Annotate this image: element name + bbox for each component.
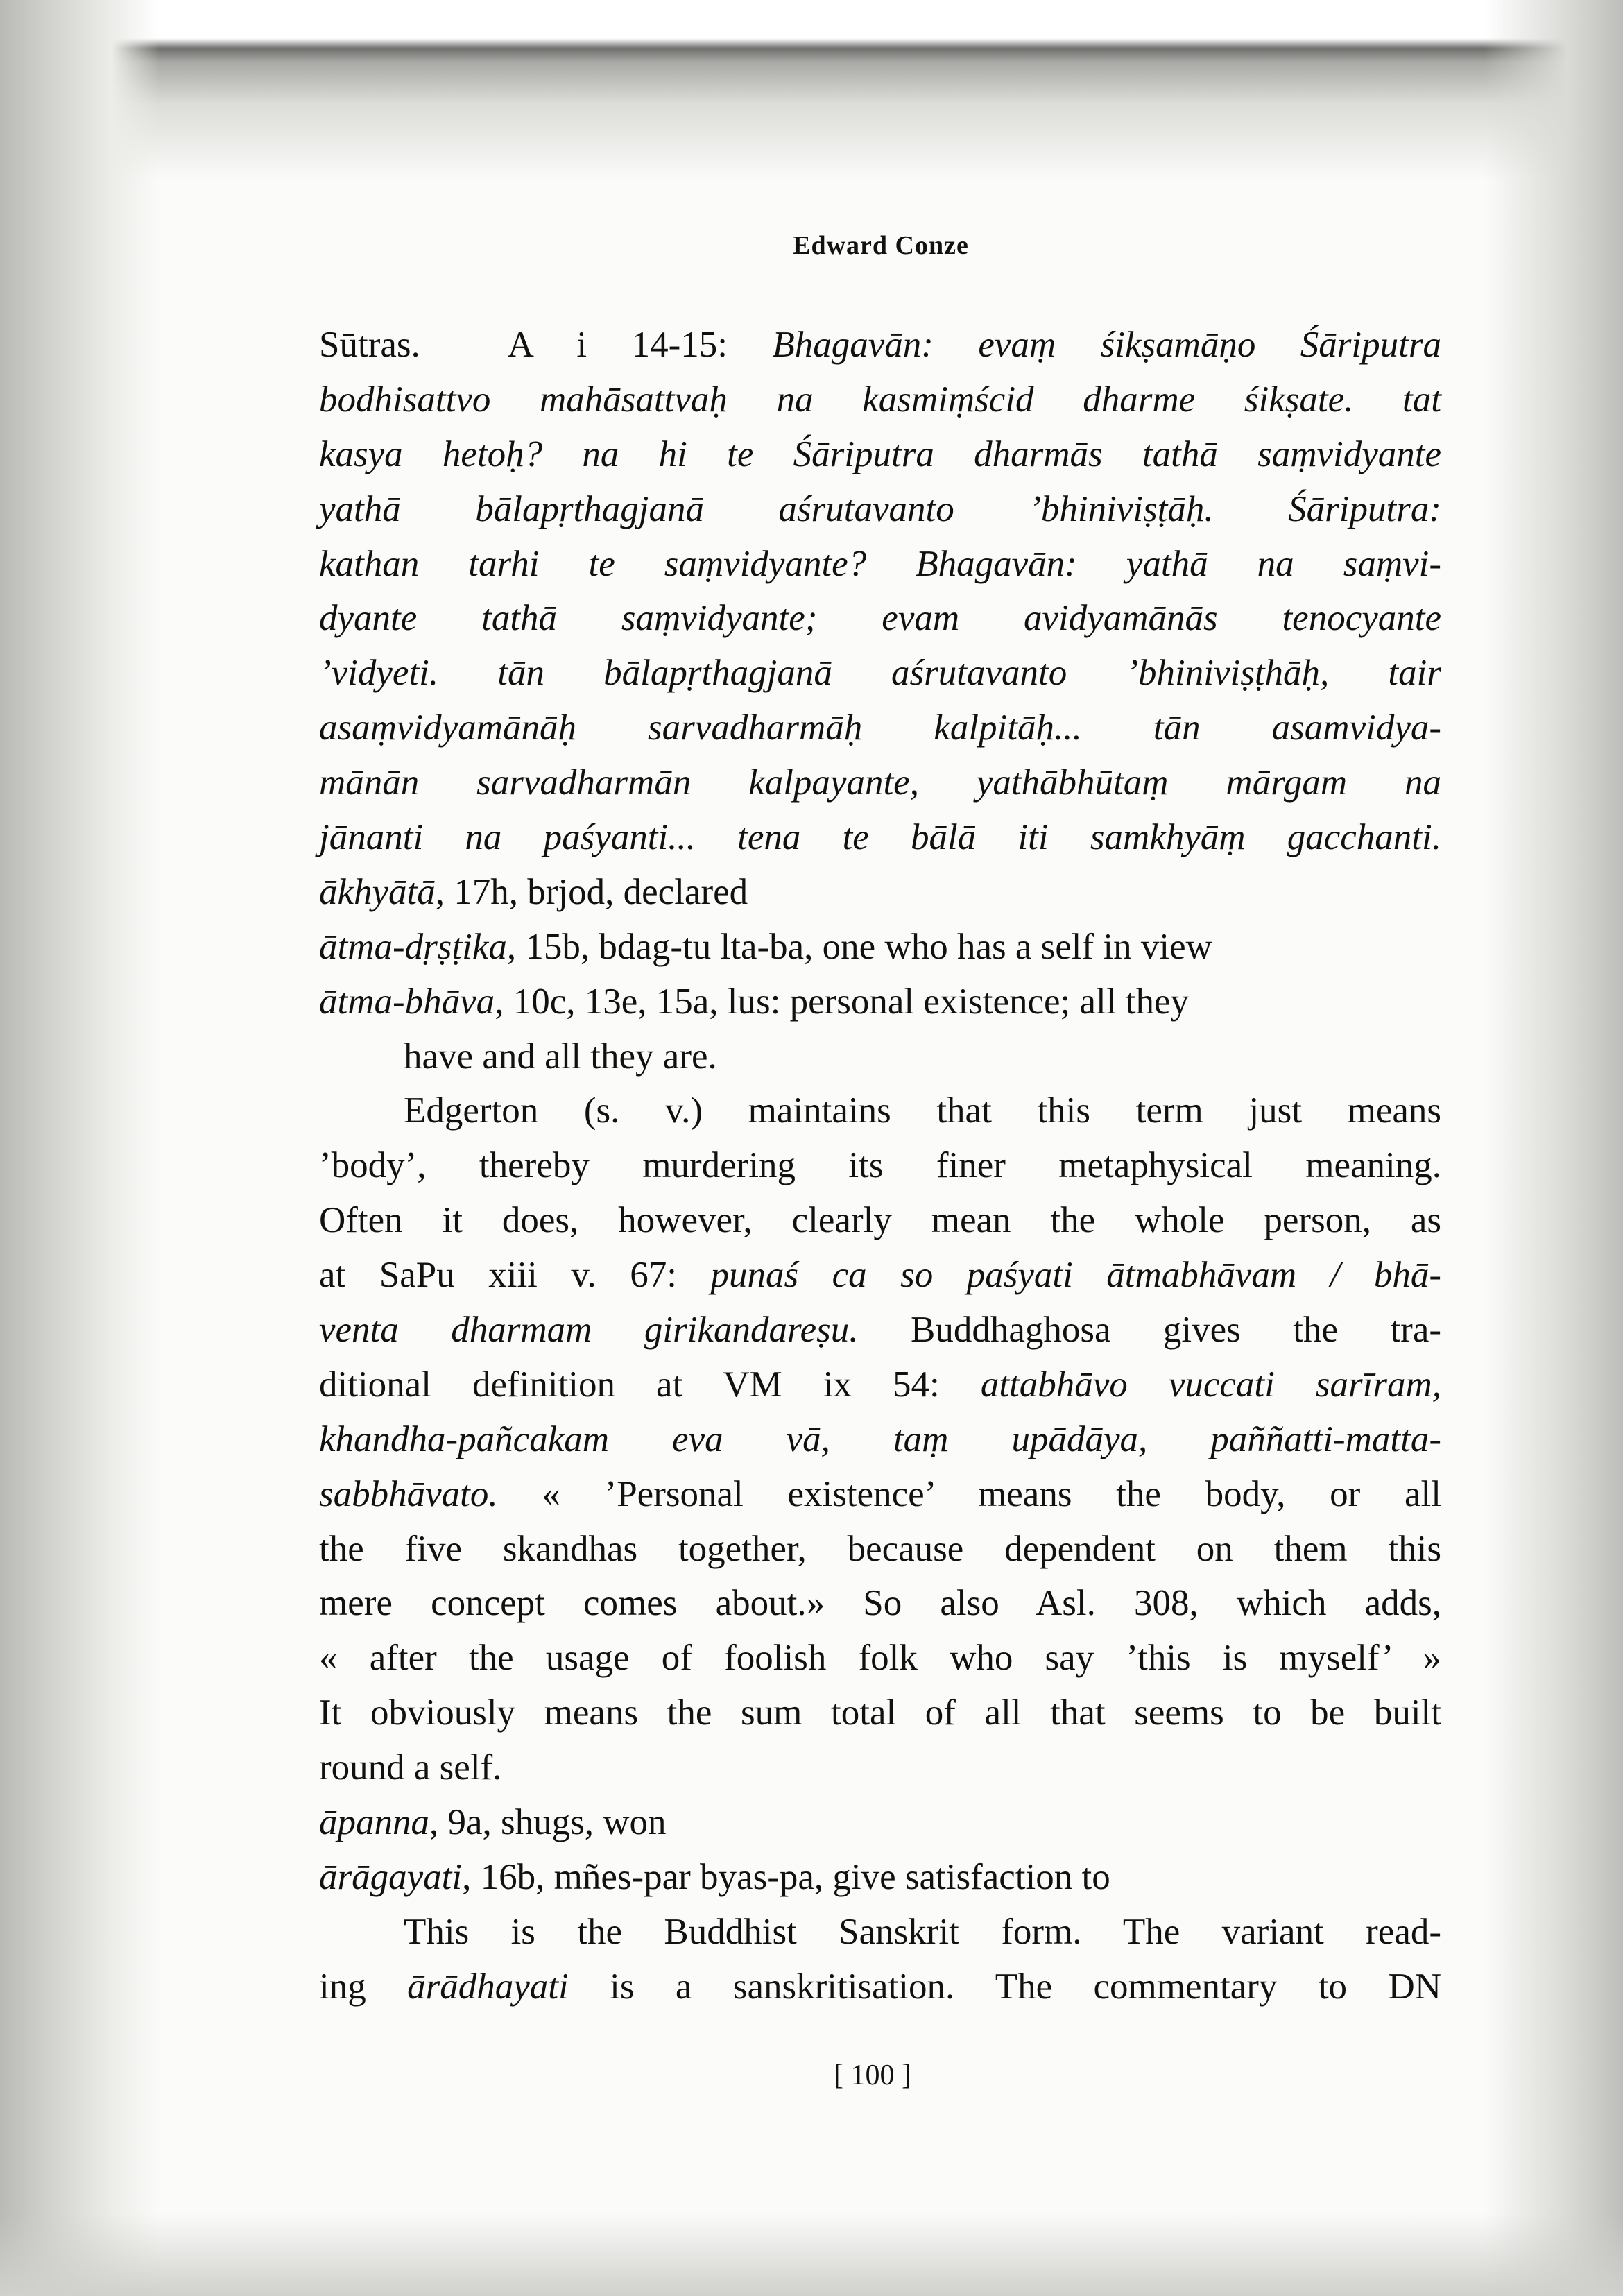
italic-text: ’vidyeti. tān bālapṛthagjanā aśrutavanto ’bhiniviṣṭhāḥ, tair — [319, 653, 1441, 694]
italic-text: ātma-bhāva — [319, 981, 495, 1022]
roman-text: , 10c, 13e, 15a, lus: personal existence; all they — [495, 981, 1190, 1022]
italic-text: dyante tathā saṃvidyante; evam avidyamānās tenocyante — [319, 598, 1441, 639]
italic-text: khandha-pañcakam eva vā, taṃ upādāya, paññatti-matta- — [319, 1419, 1441, 1459]
text-line — [319, 318, 1441, 372]
text-line — [319, 1083, 1441, 1138]
text-line — [319, 1850, 1441, 1905]
text-line — [319, 1412, 1441, 1467]
text-line — [319, 537, 1441, 592]
text-line — [319, 372, 1441, 427]
scan-shadow-left — [0, 0, 160, 2296]
roman-text: , 17h, brjod, declared — [435, 871, 748, 912]
scan-shadow-top — [0, 0, 1623, 180]
roman-text: mere concept comes about.» So also Asl. 308, which adds, — [319, 1583, 1441, 1624]
text-line — [319, 1686, 1441, 1740]
text-line — [319, 646, 1441, 701]
italic-text: jānanti na paśyanti... tena te bālā iti samkhyāṃ gacchanti. — [319, 817, 1441, 858]
roman-text: , 9a, shugs, won — [429, 1802, 667, 1843]
text-line — [319, 1248, 1441, 1303]
roman-text: Edgerton (s. v.) maintains that this term just means — [404, 1090, 1441, 1131]
running-head-author: Edward Conze — [793, 231, 969, 260]
text-line — [319, 1303, 1441, 1357]
roman-text: ditional definition at VM ix 54: — [319, 1364, 981, 1405]
italic-text: mānān sarvadharmān kalpayante, yathābhūtaṃ mārgam na — [319, 762, 1441, 803]
text-line — [319, 482, 1441, 537]
italic-text: asaṃvidyamānāḥ sarvadharmāḥ kalpitāḥ... tān asamvidya- — [319, 708, 1441, 748]
roman-text: is a sanskritisation. The commentary to DN — [568, 1966, 1442, 2007]
text-line — [319, 701, 1441, 755]
italic-text: bodhisattvo mahāsattvaḥ na kasmiṃścid dharme śikṣate. tat — [319, 379, 1441, 420]
italic-text: ātma-dṛṣṭika — [319, 926, 507, 967]
text-line — [319, 755, 1441, 810]
roman-text: This is the Buddhist Sanskrit form. The variant read- — [404, 1911, 1441, 1952]
text-line — [319, 1193, 1441, 1248]
text-line — [319, 1357, 1441, 1412]
text-line — [319, 920, 1441, 975]
roman-text: ’body’, thereby murdering its finer metaphysical meaning. — [319, 1145, 1441, 1186]
italic-text: Bhagavān: evaṃ śikṣamāṇo Śāriputra — [772, 325, 1441, 365]
scan-shadow-bottom — [0, 2213, 1623, 2296]
text-line — [319, 865, 1441, 920]
roman-text: « after the usage of foolish folk who say ’this is myself’ » — [319, 1638, 1441, 1679]
text-line — [319, 1960, 1441, 2014]
text-line — [319, 591, 1441, 646]
italic-text: kasya hetoḥ? na hi te Śāriputra dharmās tathā saṃvidyante — [319, 434, 1441, 474]
scan-shadow-right — [1484, 0, 1623, 2296]
page-number: [ 100 ] — [834, 2059, 911, 2091]
roman-text: round a self. — [319, 1747, 502, 1788]
text-line — [319, 1029, 1441, 1084]
text-line — [319, 975, 1441, 1029]
italic-text: ārāgayati — [319, 1856, 463, 1897]
italic-text: āpanna — [319, 1802, 429, 1843]
text-line — [319, 1795, 1441, 1850]
text-line — [319, 1138, 1441, 1193]
text-line — [319, 1631, 1441, 1686]
text-line — [319, 1576, 1441, 1631]
italic-text: yathā bālapṛthagjanā aśrutavanto ’bhiniviṣṭāḥ. Śāriputra: — [319, 488, 1441, 529]
roman-text: Often it does, however, clearly mean the whole person, as — [319, 1200, 1441, 1241]
text-line — [319, 1522, 1441, 1577]
roman-text: the five skandhas together, because dependent on them this — [319, 1528, 1441, 1569]
roman-text: Sūtras. A i 14-15: — [319, 325, 773, 365]
italic-text: attabhāvo vuccati sarīram, — [980, 1364, 1442, 1405]
roman-text: have and all they are. — [404, 1036, 717, 1077]
roman-text: , 16b, mñes-par byas-pa, give satisfaction to — [462, 1856, 1110, 1897]
roman-text: ing — [319, 1966, 408, 2007]
italic-text: venta dharmam girikandareṣu. — [319, 1310, 859, 1351]
italic-text: ākhyātā — [319, 871, 436, 912]
italic-text: punaś ca so paśyati ātmabhāvam / bhā- — [710, 1255, 1441, 1296]
italic-text: sabbhāvato. — [319, 1473, 498, 1514]
roman-text: « ’Personal existence’ means the body, or all — [497, 1473, 1441, 1514]
roman-text: , 15b, bdag-tu lta-ba, one who has a self in view — [506, 926, 1212, 967]
italic-text: kathan tarhi te saṃvidyante? Bhagavān: yathā na saṃvi- — [319, 543, 1441, 584]
text-line — [319, 1740, 1441, 1795]
roman-text: Buddhaghosa gives the tra- — [858, 1310, 1442, 1351]
roman-text: at SaPu xiii v. 67: — [319, 1255, 711, 1296]
text-line — [319, 1467, 1441, 1522]
roman-text: It obviously means the sum total of all that seems to be built — [319, 1693, 1441, 1733]
body-text — [319, 318, 1441, 2014]
text-line — [319, 1905, 1441, 1960]
italic-text: ārādhayati — [407, 1966, 569, 2007]
text-line — [319, 810, 1441, 865]
text-line — [319, 427, 1441, 482]
